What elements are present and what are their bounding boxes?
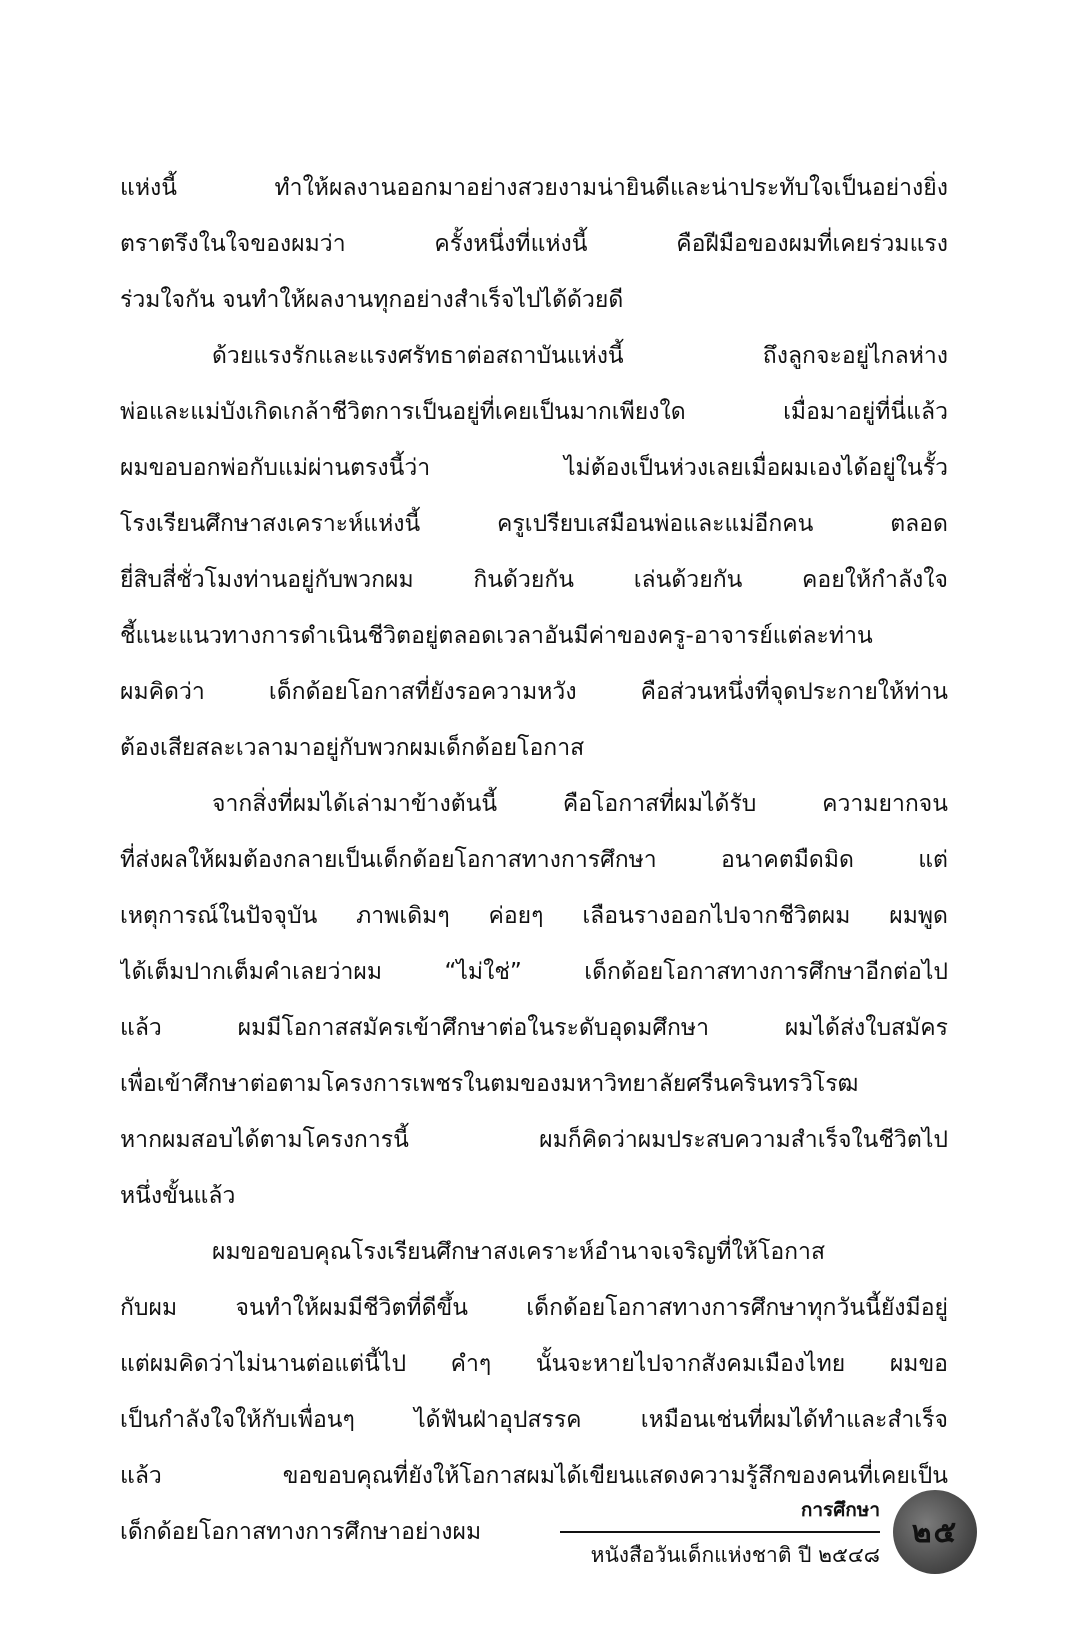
text-line: เพื่อเข้าศึกษาต่อตามโครงการเพชรในตมของมหาวิทยาลัยศรีนครินทรวิโรฒ xyxy=(120,1071,859,1097)
text-line: ผมขอบอกพ่อกับแม่ผ่านตรงนี้ว่า ไม่ต้องเป็นห่วงเลยเมื่อผมเองได้อยู่ในรั้ว xyxy=(120,455,948,481)
text-line: แล้ว ขอขอบคุณที่ยังให้โอกาสผมได้เขียนแสดงความรู้สึกของคนที่เคยเป็น xyxy=(120,1463,948,1489)
footer-section-title: การศึกษา xyxy=(800,1499,880,1521)
body-text xyxy=(120,160,948,1560)
text-line: ต้องเสียสละเวลามาอยู่กับพวกผมเด็กด้อยโอกาส xyxy=(120,735,585,761)
page-number: ๒๕ xyxy=(911,1514,959,1550)
text-line: ยี่สิบสี่ชั่วโมงท่านอยู่กับพวกผม กินด้วยกัน เล่นด้วยกัน คอยให้กำลังใจ xyxy=(120,567,948,593)
text-line: เด็กด้อยโอกาสทางการศึกษาอย่างผม xyxy=(120,1519,482,1545)
text-line: ด้วยแรงรักและแรงศรัทธาต่อสถาบันแห่งนี้ ถึงลูกจะอยู่ไกลห่าง xyxy=(212,343,948,369)
text-line: เหตุการณ์ในปัจจุบัน ภาพเดิมๆ ค่อยๆ เลือนรางออกไปจากชีวิตผม ผมพูด xyxy=(120,903,948,929)
text-line: หากผมสอบได้ตามโครงการนี้ ผมก็คิดว่าผมประสบความสำเร็จในชีวิตไป xyxy=(120,1127,948,1153)
footer-divider xyxy=(560,1531,880,1533)
text-line: ชี้แนะแนวทางการดำเนินชีวิตอยู่ตลอดเวลาอันมีค่าของครู-อาจารย์แต่ละท่าน xyxy=(120,623,873,649)
text-line: ผมขอขอบคุณโรงเรียนศึกษาสงเคราะห์อำนาจเจริญที่ให้โอกาส xyxy=(212,1239,826,1265)
text-line: ได้เต็มปากเต็มคำเลยว่าผม “ไม่ใช่” เด็กด้อยโอกาสทางการศึกษาอีกต่อไป xyxy=(120,959,948,985)
text-line: ตราตรึงในใจของผมว่า ครั้งหนึ่งที่แห่งนี้ คือฝีมือของผมที่เคยร่วมแรง xyxy=(120,231,948,257)
text-line: ผมคิดว่า เด็กด้อยโอกาสที่ยังรอความหวัง คือส่วนหนึ่งที่จุดประกายให้ท่าน xyxy=(120,679,948,705)
page-footer xyxy=(560,1493,880,1573)
text-line: แต่ผมคิดว่าไม่นานต่อแต่นี้ไป คำๆ นั้นจะหายไปจากสังคมเมืองไทย ผมขอ xyxy=(120,1351,948,1377)
text-line: เป็นกำลังใจให้กับเพื่อนๆ ได้ฟันฝ่าอุปสรรค เหมือนเช่นที่ผมได้ทำและสำเร็จ xyxy=(120,1407,948,1433)
text-line: โรงเรียนศึกษาสงเคราะห์แห่งนี้ ครูเปรียบเสมือนพ่อและแม่อีกคน ตลอด xyxy=(120,511,948,537)
footer-book-title: หนังสือวันเด็กแห่งชาติ ปี ๒๕๔๘ xyxy=(590,1543,880,1567)
text-line: หนึ่งขั้นแล้ว xyxy=(120,1183,236,1209)
text-line: กับผม จนทำให้ผมมีชีวิตที่ดีขึ้น เด็กด้อยโอกาสทางการศึกษาทุกวันนี้ยังมีอยู่ xyxy=(120,1295,948,1321)
text-line: แห่งนี้ ทำให้ผลงานออกมาอย่างสวยงามน่ายินดีและน่าประทับใจเป็นอย่างยิ่ง xyxy=(120,175,948,201)
text-line: จากสิ่งที่ผมได้เล่ามาข้างต้นนี้ คือโอกาสที่ผมได้รับ ความยากจน xyxy=(212,791,948,817)
text-line: พ่อและแม่บังเกิดเกล้าชีวิตการเป็นอยู่ที่เคยเป็นมากเพียงใด เมื่อมาอยู่ที่นี่แล้ว xyxy=(120,399,948,425)
page-number-badge xyxy=(893,1490,977,1574)
text-line: แล้ว ผมมีโอกาสสมัครเข้าศึกษาต่อในระดับอุดมศึกษา ผมได้ส่งใบสมัคร xyxy=(120,1015,948,1041)
text-line: ที่ส่งผลให้ผมต้องกลายเป็นเด็กด้อยโอกาสทางการศึกษา อนาคตมืดมิด แต่ xyxy=(120,847,948,873)
text-line: ร่วมใจกัน จนทำให้ผลงานทุกอย่างสำเร็จไปได้ด้วยดี xyxy=(120,287,624,313)
